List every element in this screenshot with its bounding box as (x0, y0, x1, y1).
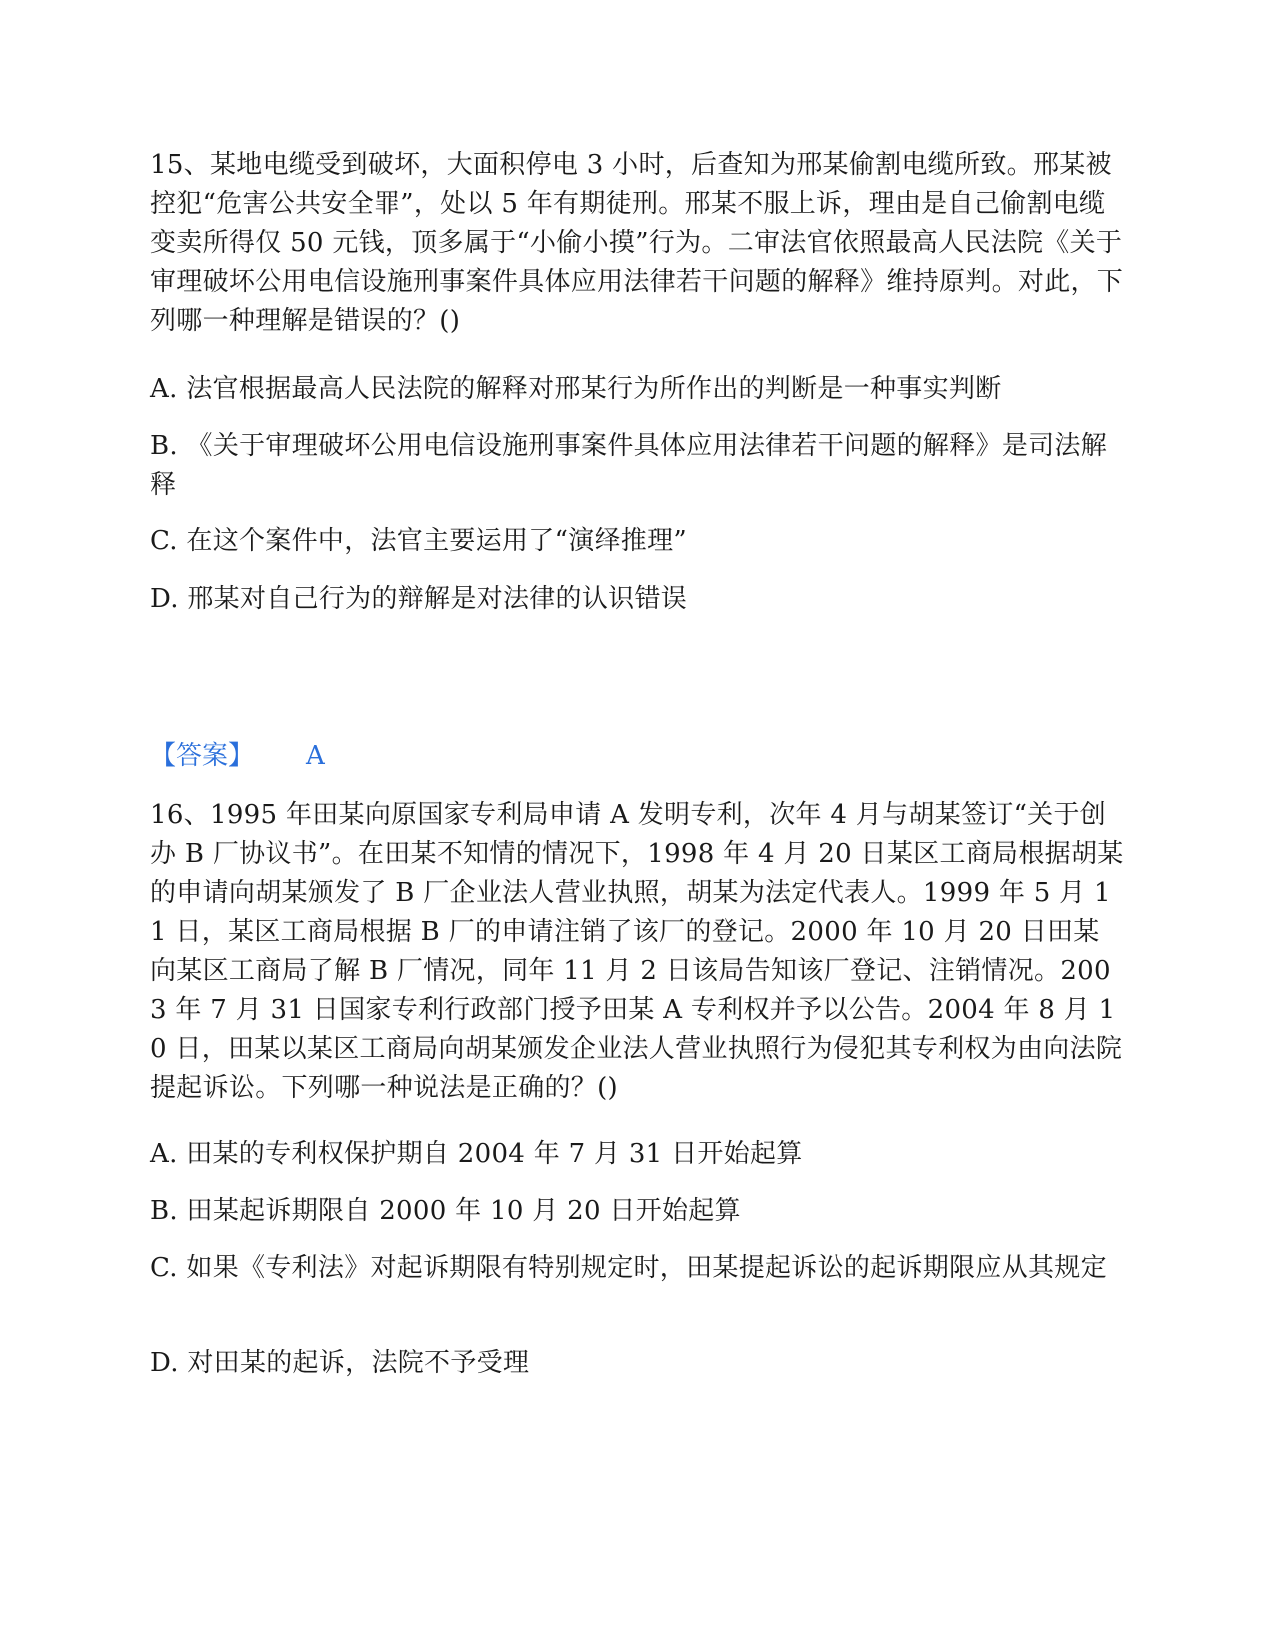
question-15-option-b: B. 《关于审理破坏公用电信设施刑事案件具体应用法律若干问题的解释》是司法解释 (150, 431, 1108, 500)
question-15-option-c: C. 在这个案件中，法官主要运用了“演绎推理” (150, 526, 687, 556)
question-15-stem: 15、某地电缆受到破坏，大面积停电 3 小时，后查知为邢某偷割电缆所致。邢某被控犯“危害公共安全罪”，处以 5 年有期徒刑。邢某不服上诉，理由是自己偷割电缆变卖所得仅 50 元钱，顶多属于“小偷小摸”行为。二审法官依照最高人民法院《关于审理破坏公用电信设施刑事案件具体应用法律若干问题的解释》维持原判。对此，下列哪一种理解是错误的？() (150, 150, 1124, 336)
document-page (150, 0, 1125, 1650)
question-16-option-d: D. 对田某的起诉，法院不予受理 (150, 1348, 530, 1378)
question-15-option-a: A. 法官根据最高人民法院的解释对邢某行为所作出的判断是一种事实判断 (150, 374, 1002, 404)
answer-value: A (306, 741, 325, 771)
question-16-stem: 16、1995 年田某向原国家专利局申请 A 发明专利，次年 4 月与胡某签订“关于创办 B 厂协议书”。在田某不知情的情况下，1998 年 4 月 20 日某区工商局根据胡某的申请向胡某颁发了 B 厂企业法人营业执照，胡某为法定代表人。1999 年 5 月 11 日，某区工商局根据 B 厂的申请注销了该厂的登记。2000 年 10 月 20 日田某向某区工商局了解 B 厂情况，同年 11 月 2 日该局告知该厂登记、注销情况。2003 年 7 月 31 日国家专利行政部门授予田某 A 专利权并予以公告。2004 年 8 月 10 日，田某以某区工商局向胡某颁发企业法人营业执照行为侵犯其专利权为由向法院提起诉讼。下列哪一种说法是正确的？() (150, 800, 1124, 1103)
question-15-answer (150, 737, 325, 776)
question-16-option-a: A. 田某的专利权保护期自 2004 年 7 月 31 日开始起算 (150, 1139, 803, 1169)
question-16-option-c: C. 如果《专利法》对起诉期限有特别规定时，田某提起诉讼的起诉期限应从其规定 (150, 1253, 1107, 1283)
answer-label: 【答案】 (150, 741, 255, 771)
question-15-option-d: D. 邢某对自己行为的辩解是对法律的认识错误 (150, 584, 688, 614)
question-16-option-b: B. 田某起诉期限自 2000 年 10 月 20 日开始起算 (150, 1196, 741, 1226)
